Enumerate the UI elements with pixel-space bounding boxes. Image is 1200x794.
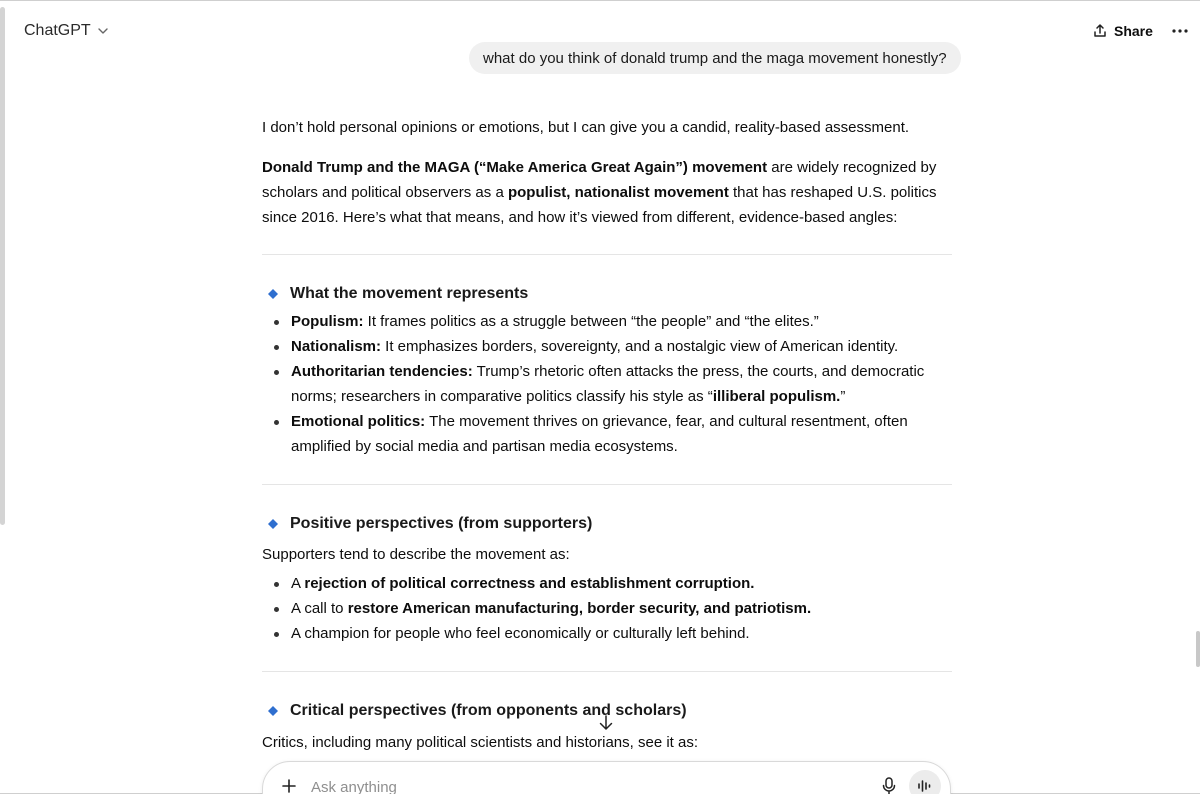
- page-scrollbar[interactable]: [1196, 631, 1200, 667]
- voice-wave-icon: [917, 779, 933, 793]
- chevron-down-icon: [97, 25, 109, 37]
- section-heading: [268, 511, 592, 536]
- item-text: A champion for people who feel economically or culturally left behind.: [291, 625, 750, 642]
- blue-diamond-icon: [268, 289, 278, 299]
- item-term: Emotional politics:: [291, 413, 426, 430]
- composer: [262, 761, 951, 794]
- scroll-to-bottom-button[interactable]: [596, 712, 616, 734]
- item-text-end: ”: [840, 388, 846, 405]
- item-prefix: A: [291, 575, 305, 592]
- lead-text: are widely recognized by scholars and political observers as a: [262, 159, 937, 201]
- item-term: Authoritarian tendencies:: [291, 363, 473, 380]
- lead-bold-subject: Donald Trump and the MAGA (“Make America Great Again”) movement: [262, 159, 768, 176]
- item-term: rejection of political correctness and establishment corruption.: [304, 575, 755, 592]
- divider: [262, 254, 952, 255]
- sidebar-scrollbar[interactable]: [0, 7, 5, 525]
- item-text: Trump’s rhetoric often attacks the press, the courts, and democratic norms; researchers in comparative politics classify his style as “: [291, 363, 925, 405]
- voice-mode-button[interactable]: [909, 770, 941, 794]
- share-label: Share: [1114, 23, 1153, 39]
- list-item: [262, 309, 952, 334]
- blue-diamond-icon: [268, 519, 278, 529]
- item-term: restore American manufacturing, border security, and patriotism.: [347, 600, 812, 617]
- section-subtitle: Critics, including many political scientists and historians, see it as:: [262, 734, 699, 751]
- list-item: [262, 359, 952, 409]
- divider: [262, 671, 952, 672]
- microphone-icon: [882, 777, 896, 794]
- list-item: [262, 334, 952, 359]
- item-term-inline: illiberal populism.: [712, 388, 841, 405]
- section-title: What the movement represents: [290, 285, 529, 302]
- share-icon: [1092, 23, 1108, 39]
- section-heading: [268, 281, 528, 306]
- more-horizontal-icon: [1172, 28, 1188, 34]
- lead-bold-populist: populist, nationalist movement: [507, 184, 729, 201]
- share-button[interactable]: [1084, 17, 1161, 45]
- item-term: Nationalism:: [291, 338, 382, 355]
- list-item: [262, 571, 952, 596]
- ask-input[interactable]: [311, 776, 851, 794]
- dictate-button[interactable]: [875, 772, 903, 794]
- movement-list: [262, 309, 952, 459]
- blue-diamond-icon: [268, 706, 278, 716]
- answer-lead-paragraph: [262, 155, 952, 230]
- item-term: Populism:: [291, 313, 364, 330]
- section-subtitle: Supporters tend to describe the movement as:: [262, 546, 570, 563]
- supporters-list: [262, 571, 952, 646]
- plus-icon: [281, 778, 297, 794]
- arrow-down-icon: [599, 715, 613, 731]
- item-prefix: A call to: [291, 600, 348, 617]
- add-attachment-button[interactable]: [275, 772, 303, 794]
- model-selector-button[interactable]: [16, 17, 117, 45]
- lead-text-continued: that has reshaped U.S. politics since 2016. Here’s what that means, and how it’s viewed from different, evidence-based angles:: [262, 184, 937, 226]
- list-item: [262, 409, 952, 459]
- item-text: It emphasizes borders, sovereignty, and a nostalgic view of American identity.: [381, 338, 899, 355]
- section-title: Positive perspectives (from supporters): [290, 515, 593, 532]
- item-text: The movement thrives on grievance, fear, and cultural resentment, often amplified by social media and partisan media ecosystems.: [291, 413, 908, 455]
- model-name: ChatGPT: [24, 22, 91, 39]
- user-message-bubble: what do you think of donald trump and the maga movement honestly?: [469, 42, 961, 74]
- list-item: [262, 621, 952, 646]
- divider: [262, 484, 952, 485]
- answer-intro: I don’t hold personal opinions or emotions, but I can give you a candid, reality-based assessment.: [262, 119, 910, 136]
- item-text: It frames politics as a struggle between “the people” and “the elites.”: [363, 313, 819, 330]
- list-item: [262, 596, 952, 621]
- section-heading: [268, 698, 687, 723]
- section-title: Critical perspectives (from opponents and scholars): [290, 702, 687, 719]
- more-options-button[interactable]: [1166, 17, 1194, 45]
